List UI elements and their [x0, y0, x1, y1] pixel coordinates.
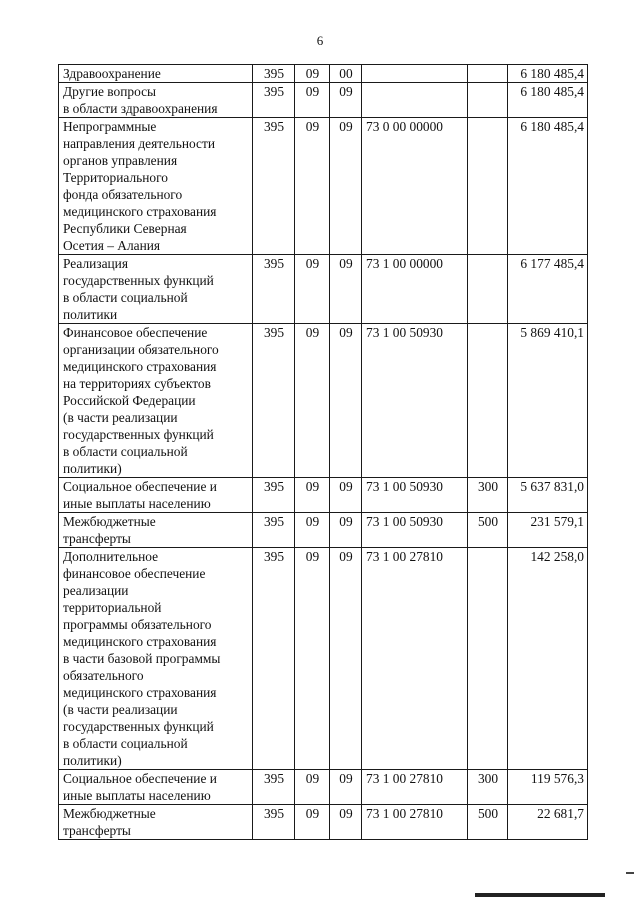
- item-name-line: Межбюджетные: [63, 514, 156, 529]
- section-cell: 09: [295, 65, 330, 83]
- table-row: [59, 548, 588, 770]
- amount-cell: 142 258,0: [508, 548, 588, 770]
- item-name-line: государственных функций: [63, 273, 214, 288]
- target-article-cell: 73 1 00 50930: [362, 513, 468, 548]
- section-cell: 09: [295, 548, 330, 770]
- amount-cell: 6 180 485,4: [508, 118, 588, 255]
- table-row: [59, 805, 588, 840]
- item-name-line: Российской Федерации: [63, 393, 196, 408]
- item-name-cell: [59, 324, 253, 478]
- item-name-line: Республики Северная: [63, 221, 187, 236]
- item-name-cell: [59, 548, 253, 770]
- item-name-line: государственных функций: [63, 719, 214, 734]
- table-row: [59, 255, 588, 324]
- subsection-cell: 09: [330, 255, 362, 324]
- amount-cell: 6 177 485,4: [508, 255, 588, 324]
- item-name-line: медицинского страхования: [63, 634, 217, 649]
- item-name-line: в области здравоохранения: [63, 101, 218, 116]
- subsection-cell: 09: [330, 118, 362, 255]
- item-name-line: Другие вопросы: [63, 84, 157, 99]
- item-name-line: финансовое обеспечение: [63, 566, 206, 581]
- subsection-cell: 09: [330, 513, 362, 548]
- item-name-line: Дополнительное: [63, 549, 159, 564]
- item-name-cell: [59, 478, 253, 513]
- expense-type-cell: 300: [468, 478, 508, 513]
- item-name-line: организации обязательного: [63, 342, 219, 357]
- item-name-line: медицинского страхования: [63, 204, 217, 219]
- edge-mark: [626, 872, 634, 874]
- item-name-cell: [59, 65, 253, 83]
- item-name-cell: [59, 513, 253, 548]
- table-row: [59, 118, 588, 255]
- item-name-line: Территориального: [63, 170, 168, 185]
- item-name-line: (в части реализации: [63, 702, 178, 717]
- table-row: [59, 770, 588, 805]
- item-name-line: Осетия – Алания: [63, 238, 161, 253]
- section-cell: 09: [295, 118, 330, 255]
- admin-code-cell: 395: [253, 513, 295, 548]
- section-cell: 09: [295, 513, 330, 548]
- amount-cell: 6 180 485,4: [508, 65, 588, 83]
- admin-code-cell: 395: [253, 324, 295, 478]
- amount-cell: 231 579,1: [508, 513, 588, 548]
- item-name-line: территориальной: [63, 600, 162, 615]
- table-row: [59, 65, 588, 83]
- page-number: 6: [316, 33, 324, 48]
- admin-code-cell: 395: [253, 805, 295, 840]
- amount-cell: 5 869 410,1: [508, 324, 588, 478]
- item-name-line: органов управления: [63, 153, 178, 168]
- section-cell: 09: [295, 805, 330, 840]
- expense-type-cell: [468, 118, 508, 255]
- item-name-line: Здравоохранение: [63, 66, 161, 81]
- budget-table-body: [59, 65, 588, 840]
- subsection-cell: 09: [330, 478, 362, 513]
- expense-type-cell: 500: [468, 513, 508, 548]
- amount-cell: 5 637 831,0: [508, 478, 588, 513]
- item-name-line: в области социальной: [63, 444, 188, 459]
- item-name-line: Финансовое обеспечение: [63, 325, 208, 340]
- subsection-cell: 09: [330, 770, 362, 805]
- item-name-line: трансферты: [63, 823, 131, 838]
- item-name-cell: [59, 118, 253, 255]
- subsection-cell: 09: [330, 83, 362, 118]
- expense-type-cell: [468, 255, 508, 324]
- item-name-line: медицинского страхования: [63, 359, 217, 374]
- item-name-line: фонда обязательного: [63, 187, 183, 202]
- target-article-cell: 73 1 00 00000: [362, 255, 468, 324]
- expense-type-cell: [468, 65, 508, 83]
- item-name-line: трансферты: [63, 531, 131, 546]
- footer-rule: [475, 893, 605, 897]
- table-row: [59, 513, 588, 548]
- amount-cell: 22 681,7: [508, 805, 588, 840]
- item-name-line: Непрограммные: [63, 119, 157, 134]
- table-row: [59, 83, 588, 118]
- expense-type-cell: 500: [468, 805, 508, 840]
- item-name-line: в области социальной: [63, 290, 188, 305]
- subsection-cell: 00: [330, 65, 362, 83]
- item-name-line: политики): [63, 461, 122, 476]
- target-article-cell: 73 1 00 50930: [362, 324, 468, 478]
- item-name-line: в части базовой программы: [63, 651, 221, 666]
- item-name-line: иные выплаты населению: [63, 788, 211, 803]
- item-name-line: программы обязательного: [63, 617, 212, 632]
- admin-code-cell: 395: [253, 118, 295, 255]
- expense-type-cell: [468, 83, 508, 118]
- item-name-line: иные выплаты населению: [63, 496, 211, 511]
- item-name-line: Реализация: [63, 256, 129, 271]
- item-name-line: Социальное обеспечение и: [63, 479, 217, 494]
- item-name-line: государственных функций: [63, 427, 214, 442]
- expense-type-cell: [468, 548, 508, 770]
- section-cell: 09: [295, 324, 330, 478]
- item-name-cell: [59, 83, 253, 118]
- item-name-cell: [59, 770, 253, 805]
- item-name-line: Социальное обеспечение и: [63, 771, 217, 786]
- item-name-cell: [59, 805, 253, 840]
- section-cell: 09: [295, 770, 330, 805]
- target-article-cell: 73 1 00 27810: [362, 805, 468, 840]
- target-article-cell: 73 1 00 50930: [362, 478, 468, 513]
- admin-code-cell: 395: [253, 83, 295, 118]
- section-cell: 09: [295, 83, 330, 118]
- table-row: [59, 478, 588, 513]
- admin-code-cell: 395: [253, 65, 295, 83]
- target-article-cell: [362, 83, 468, 118]
- item-name-line: на территориях субъектов: [63, 376, 211, 391]
- item-name-line: политики: [63, 307, 118, 322]
- item-name-line: (в части реализации: [63, 410, 178, 425]
- target-article-cell: 73 1 00 27810: [362, 548, 468, 770]
- section-cell: 09: [295, 255, 330, 324]
- amount-cell: 119 576,3: [508, 770, 588, 805]
- admin-code-cell: 395: [253, 478, 295, 513]
- table-row: [59, 324, 588, 478]
- subsection-cell: 09: [330, 324, 362, 478]
- item-name-cell: [59, 255, 253, 324]
- admin-code-cell: 395: [253, 548, 295, 770]
- item-name-line: Межбюджетные: [63, 806, 156, 821]
- admin-code-cell: 395: [253, 770, 295, 805]
- item-name-line: медицинского страхования: [63, 685, 217, 700]
- admin-code-cell: 395: [253, 255, 295, 324]
- item-name-line: обязательного: [63, 668, 144, 683]
- item-name-line: в области социальной: [63, 736, 188, 751]
- budget-table: [58, 64, 588, 840]
- item-name-line: реализации: [63, 583, 129, 598]
- target-article-cell: 73 0 00 00000: [362, 118, 468, 255]
- subsection-cell: 09: [330, 805, 362, 840]
- item-name-line: направления деятельности: [63, 136, 216, 151]
- subsection-cell: 09: [330, 548, 362, 770]
- item-name-line: политики): [63, 753, 122, 768]
- target-article-cell: [362, 65, 468, 83]
- expense-type-cell: [468, 324, 508, 478]
- amount-cell: 6 180 485,4: [508, 83, 588, 118]
- expense-type-cell: 300: [468, 770, 508, 805]
- target-article-cell: 73 1 00 27810: [362, 770, 468, 805]
- section-cell: 09: [295, 478, 330, 513]
